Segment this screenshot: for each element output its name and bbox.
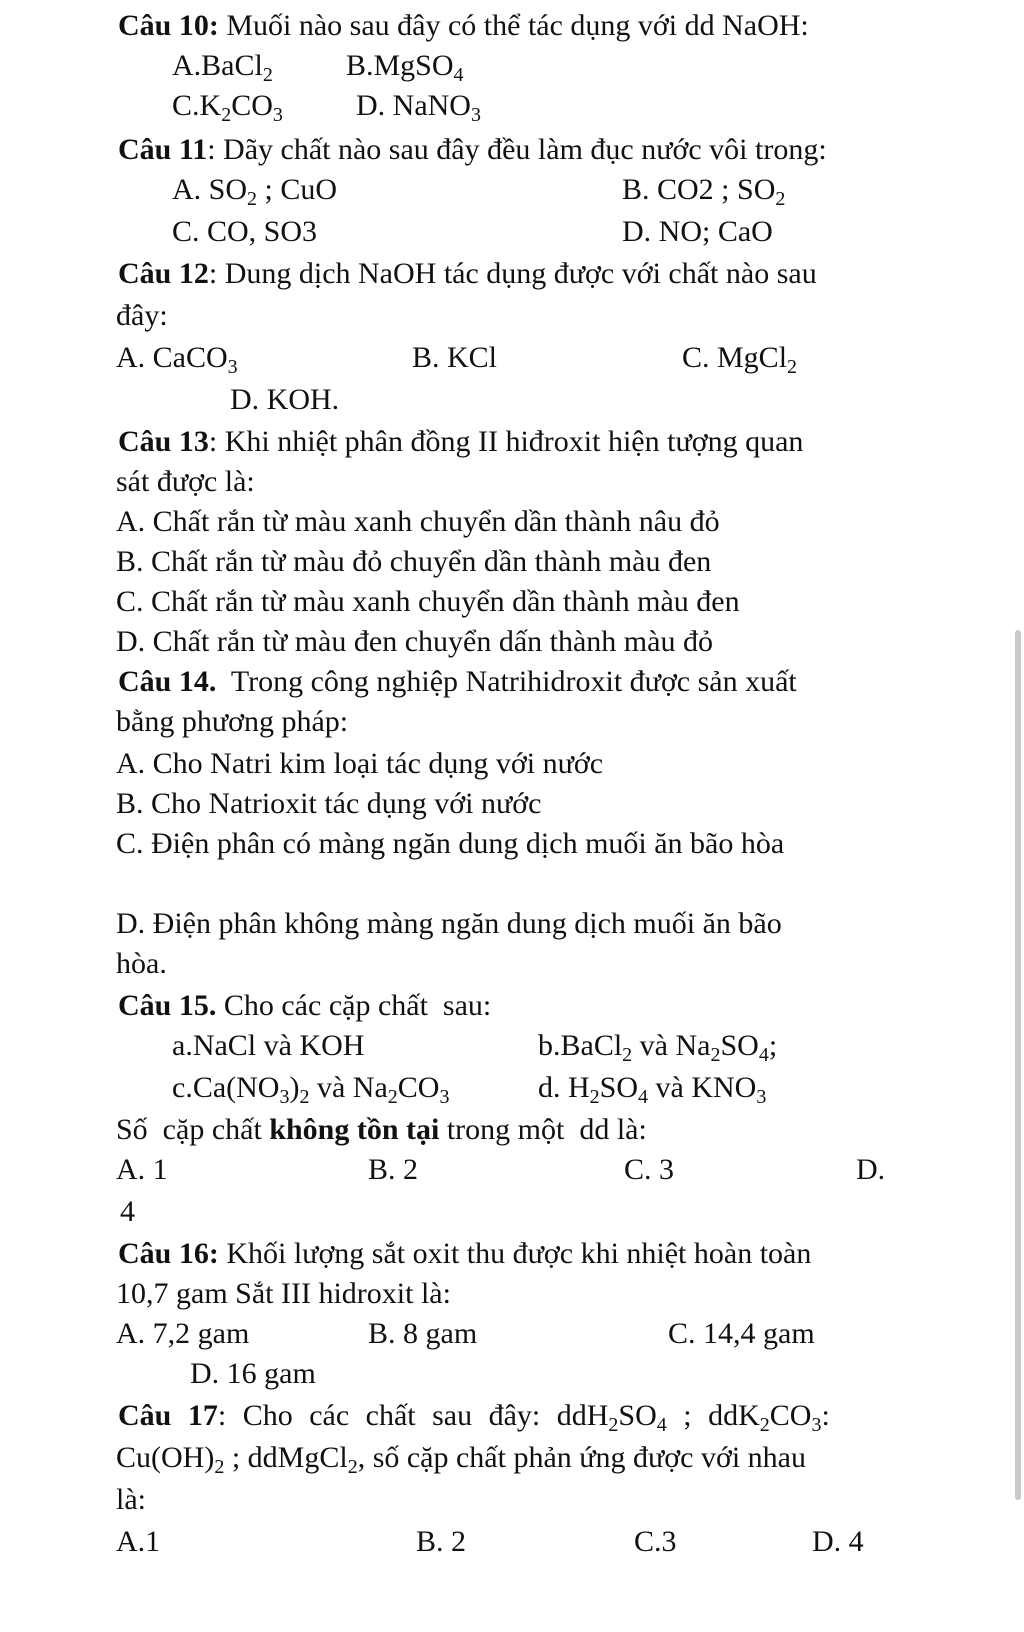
question-10-option-c (172, 88, 283, 124)
question-11-text: : Dãy chất nào sau đây đều làm đục nước vôi trong: (207, 133, 827, 166)
question-17-text: , số cặp chất phản ứng được với nhau (357, 1441, 806, 1474)
question-14-stem-cont: bằng phương pháp: (116, 705, 349, 738)
subscript: 2 (221, 104, 232, 126)
option-text: D. NaNO (356, 89, 471, 122)
question-15-stem (118, 988, 491, 1024)
question-15-option-d: D. (856, 1153, 886, 1186)
question-16-option-d: D. 16 gam (190, 1357, 316, 1390)
question-17-text: SO (618, 1399, 657, 1432)
subscript: 4 (638, 1086, 649, 1108)
question-14-option-d-cont: hòa. (116, 947, 167, 980)
pair-text: CO (397, 1071, 440, 1104)
question-14-option-c: C. Điện phân có màng ngăn dung dịch muối ăn bão hòa (116, 827, 785, 860)
pair-text: và Na (632, 1029, 711, 1062)
question-11-option-a (172, 172, 337, 208)
vertical-scrollbar[interactable] (1015, 630, 1021, 1500)
ask-text: trong một dd là: (439, 1113, 647, 1146)
pair-text: d. H (538, 1071, 590, 1104)
question-14-label: Câu 14. (118, 665, 217, 698)
question-11-stem (118, 132, 827, 168)
question-14-stem (118, 664, 797, 700)
question-13-stem-cont: sát được là: (116, 465, 255, 498)
question-11-option-d: D. NO; CaO (622, 215, 773, 248)
pair-text: SO (720, 1029, 759, 1062)
subscript: 3 (811, 1414, 822, 1436)
question-17-option-d: D. 4 (812, 1525, 864, 1558)
question-17-text: CO (769, 1399, 812, 1432)
question-15-pair-d (538, 1070, 766, 1106)
subscript: 2 (759, 1414, 770, 1436)
subscript: 2 (347, 1456, 358, 1478)
question-13-stem (118, 424, 803, 460)
question-12-option-c (682, 340, 797, 376)
question-15-option-d-cont: 4 (120, 1195, 135, 1228)
subscript: 2 (214, 1456, 225, 1478)
question-13-option-b: B. Chất rắn từ màu đỏ chuyển dần thành màu đen (116, 545, 712, 578)
question-16-stem-cont: 10,7 gam Sắt III hidroxit là: (116, 1277, 451, 1310)
question-10-option-b (346, 48, 464, 84)
option-text: B.MgSO (346, 49, 454, 82)
pair-text: và KNO (648, 1071, 757, 1104)
question-17-text: : Cho các chất sau đây: ddH (217, 1399, 609, 1432)
option-text: A.BaCl (172, 49, 263, 82)
question-17-text: Cu(OH) (116, 1441, 215, 1474)
subscript: 2 (775, 188, 786, 210)
option-text: C.K (172, 89, 222, 122)
question-17-stem-cont (116, 1440, 806, 1476)
question-10-stem (118, 8, 809, 44)
subscript: 2 (608, 1414, 619, 1436)
question-16-text: Khối lượng sắt oxit thu được khi nhiệt hoàn toàn (218, 1237, 812, 1270)
pair-text: b.BaCl (538, 1029, 623, 1062)
question-17-option-a: A.1 (116, 1525, 161, 1558)
question-15-option-b: B. 2 (368, 1153, 419, 1186)
option-text: ; CuO (257, 173, 338, 206)
question-15-text: Cho các cặp chất sau: (216, 989, 492, 1022)
question-17-option-c: C.3 (634, 1525, 677, 1558)
question-16-label: Câu 16: (118, 1237, 219, 1270)
question-10-label: Câu 10: (118, 9, 219, 42)
question-17-stem (118, 1398, 830, 1434)
subscript: 3 (439, 1086, 450, 1108)
pair-text: ) (289, 1071, 300, 1104)
question-12-option-d: D. KOH. (230, 383, 340, 416)
subscript: 4 (453, 64, 464, 86)
question-15-option-c: C. 3 (624, 1153, 675, 1186)
question-13-text: : Khi nhiệt phân đồng II hiđroxit hiện tượng quan (208, 425, 804, 458)
option-text: C. MgCl (682, 341, 788, 374)
subscript: 3 (756, 1086, 767, 1108)
question-16-option-a: A. 7,2 gam (116, 1317, 250, 1350)
subscript: 2 (262, 64, 273, 86)
question-12-text: : Dung dịch NaOH tác dụng được với chất nào sau (208, 257, 817, 290)
question-17-text: ; ddK (666, 1399, 760, 1432)
subscript: 3 (227, 356, 238, 378)
question-16-stem (118, 1236, 811, 1272)
subscript: 2 (247, 188, 258, 210)
question-16-option-c: C. 14,4 gam (668, 1317, 815, 1350)
question-15-label: Câu 15. (118, 989, 217, 1022)
question-12-stem (118, 256, 817, 292)
option-text: A. SO (172, 173, 248, 206)
pair-text: SO (599, 1071, 639, 1104)
question-17-text: ; ddMgCl (224, 1441, 348, 1474)
question-17-stem-cont-2: là: (116, 1483, 146, 1516)
pair-text: và Na (309, 1071, 388, 1104)
question-15-pair-b (538, 1028, 777, 1064)
ask-text: Số cặp chất (116, 1113, 270, 1146)
subscript: 2 (710, 1044, 721, 1066)
question-12-stem-cont: đây: (116, 299, 168, 332)
question-12-option-a (116, 340, 238, 376)
subscript: 4 (656, 1414, 667, 1436)
subscript: 3 (279, 1086, 290, 1108)
question-16-option-b: B. 8 gam (368, 1317, 478, 1350)
question-17-label: Câu 17 (118, 1399, 218, 1432)
question-13-label: Câu 13 (118, 425, 209, 458)
question-15-ask (116, 1112, 647, 1148)
ask-emphasis: không tồn tại (269, 1113, 440, 1146)
question-17-option-b: B. 2 (416, 1525, 467, 1558)
subscript: 2 (589, 1086, 600, 1108)
question-14-option-b: B. Cho Natrioxit tác dụng với nước (116, 787, 542, 820)
question-12-option-b: B. KCl (412, 341, 498, 374)
question-10-text: Muối nào sau đây có thể tác dụng với dd NaOH: (218, 9, 809, 42)
subscript: 4 (758, 1044, 769, 1066)
question-14-text: Trong công nghiệp Natrihidroxit được sản xuất (216, 665, 797, 698)
subscript: 3 (272, 104, 283, 126)
question-11-label: Câu 11 (118, 133, 208, 166)
question-15-pair-c (172, 1070, 449, 1106)
subscript: 2 (299, 1086, 310, 1108)
question-15-pair-a: a.NaCl và KOH (172, 1029, 365, 1062)
question-12-label: Câu 12 (118, 257, 209, 290)
subscript: 3 (470, 104, 481, 126)
question-13-option-a: A. Chất rắn từ màu xanh chuyển dần thành nâu đỏ (116, 505, 720, 538)
question-10-option-d (356, 88, 481, 124)
subscript: 2 (787, 356, 798, 378)
option-text: B. CO2 ; SO (622, 173, 776, 206)
pair-text: ; (768, 1029, 778, 1062)
question-11-option-c: C. CO, SO3 (172, 215, 318, 248)
question-17-text: : (821, 1399, 830, 1432)
option-text: A. CaCO (116, 341, 228, 374)
subscript: 2 (622, 1044, 633, 1066)
question-11-option-b (622, 172, 785, 208)
option-text: CO (231, 89, 273, 122)
question-13-option-c: C. Chất rắn từ màu xanh chuyển dần thành màu đen (116, 585, 740, 618)
question-14-option-d: D. Điện phân không màng ngăn dung dịch muối ăn bão (116, 907, 782, 940)
question-13-option-d: D. Chất rắn từ màu đen chuyển dấn thành màu đỏ (116, 625, 713, 658)
question-14-option-a: A. Cho Natri kim loại tác dụng với nước (116, 747, 604, 780)
question-10-option-a (172, 48, 273, 84)
question-15-option-a: A. 1 (116, 1153, 168, 1186)
pair-text: c.Ca(NO (172, 1071, 280, 1104)
subscript: 2 (387, 1086, 398, 1108)
